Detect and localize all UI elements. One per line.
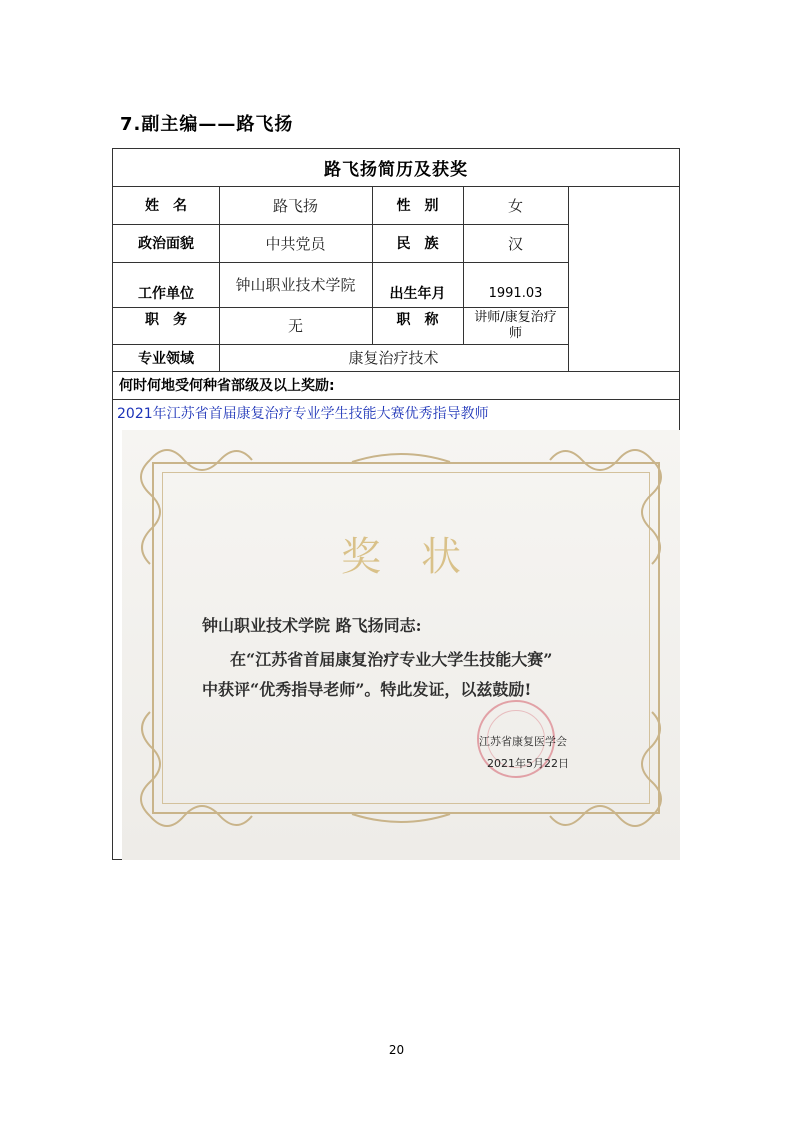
title-value [463, 307, 568, 344]
position-label: 职 务 [145, 312, 187, 328]
name-label: 姓 名 [145, 198, 187, 214]
name-value: 路飞扬 [272, 196, 318, 215]
awards-label: 何时何地受何种省部级及以上奖励: [119, 378, 335, 394]
certificate-title: 奖状 [341, 534, 501, 580]
title-value-line1: 讲师/康复治疗 [474, 309, 557, 325]
field-label: 专业领域 [138, 350, 194, 367]
ethnicity-label: 民 族 [396, 236, 439, 252]
politics-label: 政治面貌 [138, 236, 194, 252]
table-title: 路飞扬简历及获奖 [324, 160, 468, 180]
politics-value: 中共党员 [265, 234, 326, 253]
position-value: 无 [287, 317, 303, 335]
birth-label: 出生年月 [389, 286, 446, 302]
certificate-line-2: 中获评“优秀指导老师”。特此发证，以兹鼓励! [202, 680, 532, 699]
certificate-recipient: 钟山职业技术学院 路飞扬同志: [202, 616, 422, 635]
birth-value: 1991.03 [488, 286, 543, 301]
ethnicity-value: 汉 [507, 234, 523, 253]
title-value-line2: 师 [508, 325, 522, 341]
award-item: 2021年江苏省首届康复治疗专业学生技能大赛优秀指导教师 [117, 406, 489, 422]
page-number: 20 [388, 1043, 405, 1057]
employer-value: 钟山职业技术学院 [235, 276, 356, 294]
gender-label: 性 别 [396, 198, 439, 214]
section-heading: 7.副主编——路飞扬 [120, 114, 294, 135]
certificate-issuer: 江苏省康复医学会 [479, 735, 567, 748]
certificate-line-1: 在“江苏省首届康复治疗专业大学生技能大赛” [230, 650, 553, 669]
corner-ornament-icon [122, 430, 680, 860]
field-value: 康复治疗技术 [348, 349, 439, 367]
gender-value: 女 [507, 196, 523, 215]
title-label: 职 称 [396, 312, 439, 328]
award-certificate-image [122, 430, 680, 860]
certificate-date: 2021年5月22日 [487, 757, 569, 770]
employer-label: 工作单位 [138, 286, 194, 302]
